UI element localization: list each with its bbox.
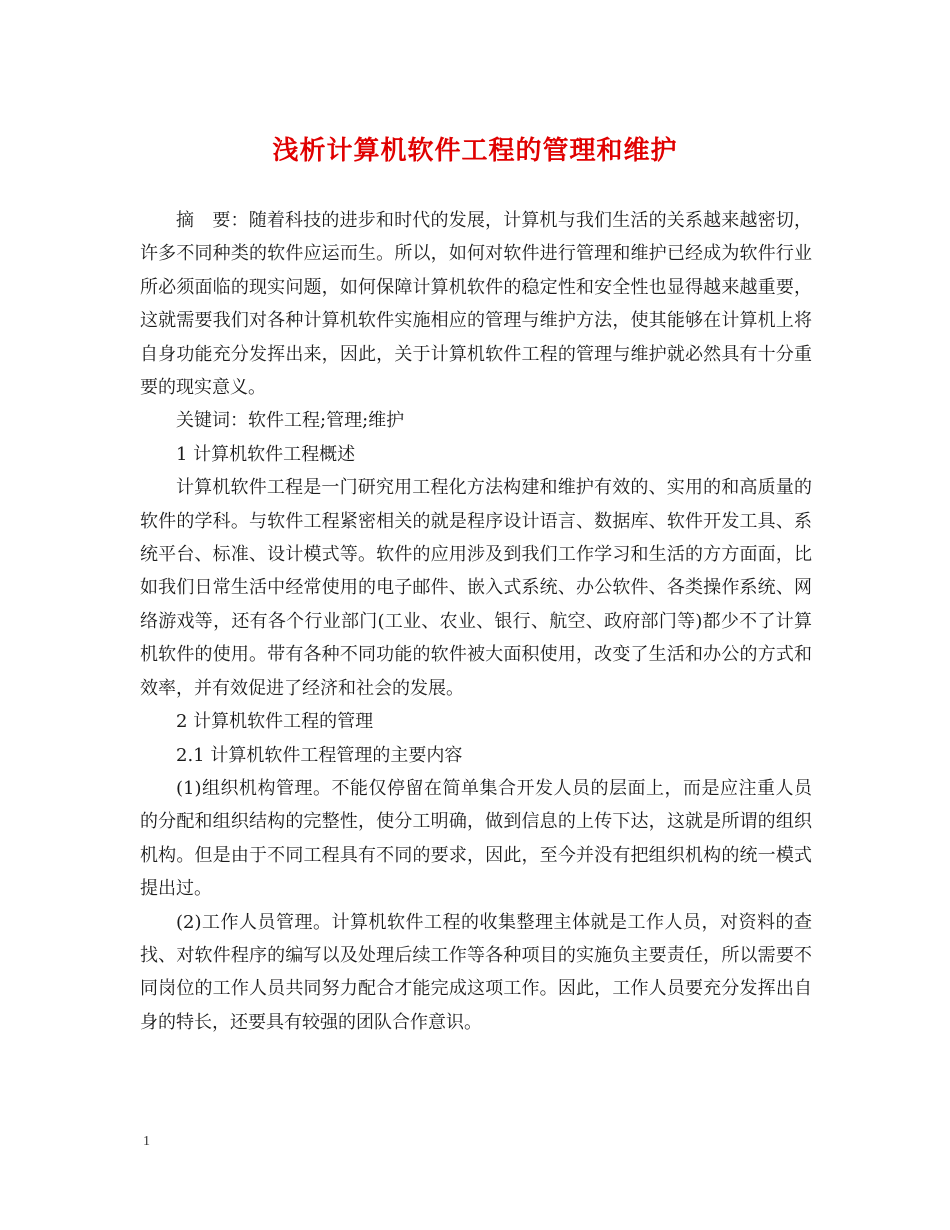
subsection-heading-2-1: 2.1 计算机软件工程管理的主要内容: [176, 744, 463, 766]
page-number: 1: [143, 1134, 150, 1149]
abstract-paragraph: 摘 要：随着科技的进步和时代的发展，计算机与我们生活的关系越来越密切，许多不同种类的软件应运而生。所以，如何对软件进行管理和维护已经成为软件行业所必须面临的现实问题，如何保障计算机软件的稳定性和安全性也显得越来越重要，这就需要我们对各种计算机软件实施相应的管理与维护方法，使其能够在计算机上将自身功能充分发挥出来，因此，关于计算机软件工程的管理与维护就必然具有十分重要的现实意义。: [140, 210, 812, 399]
document-title: 浅析计算机软件工程的管理和维护: [272, 136, 678, 166]
body-paragraph: (2)工作人员管理。计算机软件工程的收集整理主体就是工作人员，对资料的查找、对软件程序的编写以及处理后续工作等各种项目的实施负主要责任，所以需要不同岗位的工作人员共同努力配合才能完成这项工作。因此，工作人员要充分发挥出自身的特长，还要具有较强的团队合作意识。: [140, 911, 812, 1033]
document-body: [140, 204, 812, 1039]
body-paragraph: (1)组织机构管理。不能仅停留在简单集合开发人员的层面上，而是应注重人员的分配和组织结构的完整性，使分工明确，做到信息的上传下达，这就是所谓的组织机构。但是由于不同工程具有不同的要求，因此，至今并没有把组织机构的统一模式提出过。: [140, 777, 812, 900]
body-paragraph: 计算机软件工程是一门研究用工程化方法构建和维护有效的、实用的和高质量的软件的学科。与软件工程紧密相关的就是程序设计语言、数据库、软件开发工具、系统平台、标准、设计模式等。软件的应用涉及到我们工作学习和生活的方方面面，比如我们日常生活中经常使用的电子邮件、嵌入式系统、办公软件、各类操作系统、网络游戏等，还有各个行业部门(工业、农业、银行、航空、政府部门等)都少不了计算机软件的使用。带有各种不同功能的软件被大面积使用，改变了生活和办公的方式和效率，并有效促进了经济和社会的发展。: [140, 477, 812, 699]
section-heading-2: 2 计算机软件工程的管理: [176, 711, 374, 733]
section-heading-1: 1 计算机软件工程概述: [176, 443, 356, 465]
keywords-paragraph: 关键词：软件工程;管理;维护: [176, 410, 405, 432]
